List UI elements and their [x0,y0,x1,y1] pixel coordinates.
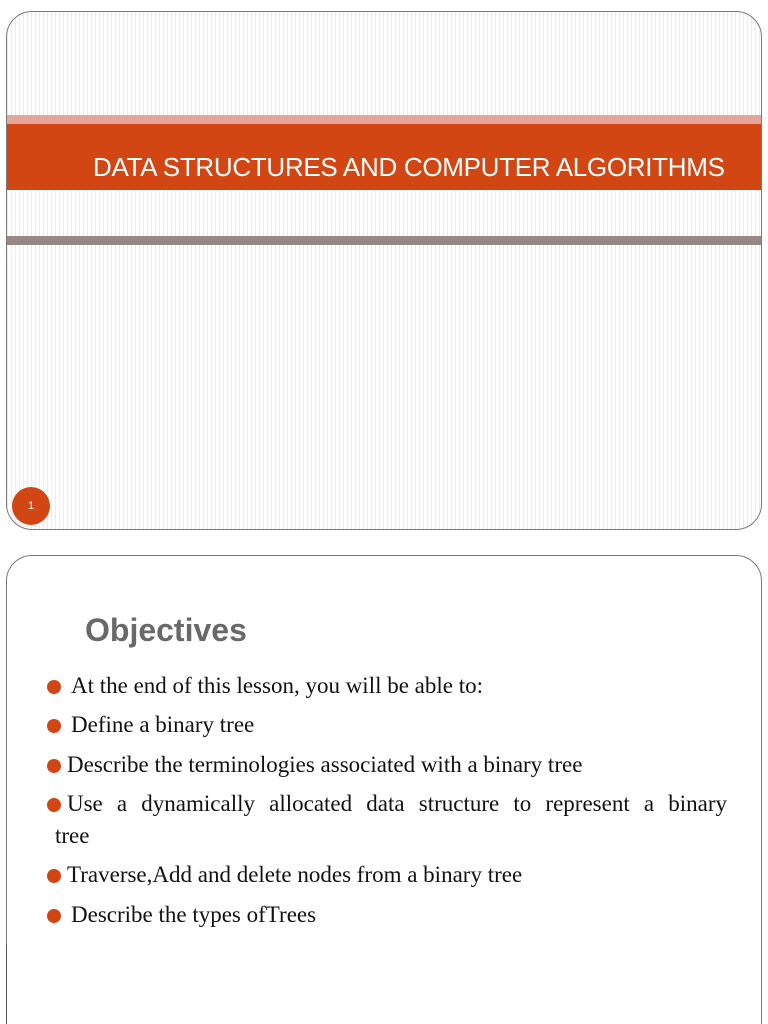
slide-title: DATA STRUCTURES AND COMPUTER ALGORITHMS [93,152,725,182]
title-top-stripe [7,115,761,124]
list-item [47,709,727,741]
title-divider [7,236,761,245]
slide-heading: Objectives [85,612,247,648]
list-item [47,670,727,702]
list-item-text: Describe the types ofTrees [71,902,317,927]
list-item-text: Describe the terminologies associated with a binary tree [67,752,583,777]
list-item-text: Traverse,Add and delete nodes from a binary tree [67,862,523,887]
slide-number-badge: 1 [12,487,50,525]
bullet-dot-icon [47,759,61,773]
bullet-dot-icon [47,719,61,733]
list-item-text [47,788,727,852]
slide-1 [6,11,762,530]
slide-2 [6,555,762,1024]
bullet-dot-icon [47,798,61,812]
list-item [47,859,727,891]
bullet-dot-icon [47,909,61,923]
page-edge-line [6,945,7,1024]
bullet-dot-icon [47,680,61,694]
list-item [47,749,727,781]
list-item-text-line-2: tree [55,823,90,848]
list-item [47,788,727,852]
list-item-text: At the end of this lesson, you will be able to: [71,673,484,698]
bullet-dot-icon [47,869,61,883]
list-item [47,899,727,931]
list-item-text-line-1: Use a dynamically allocated data structure to represent a binary [67,791,727,816]
list-item-text: Define a binary tree [71,712,255,737]
